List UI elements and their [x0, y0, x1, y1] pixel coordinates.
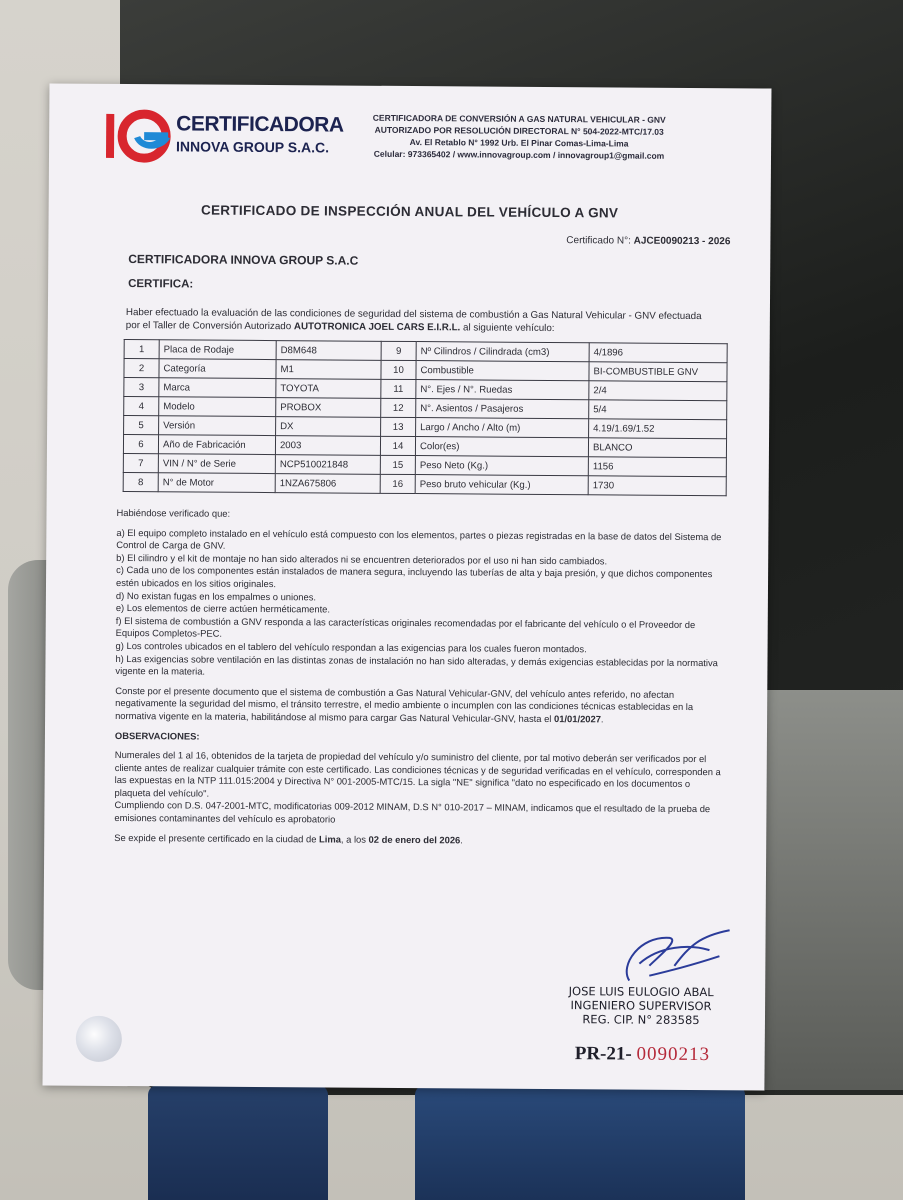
observacion-text: Cumpliendo con D.S. 047-2001-MTC, modificatorias 009-2012 MINAM, D.S N° 010-2017 – MINAM, indicamos que el resultado de la prueba de emisiones contaminantes del vehículo es aprobatorio [114, 799, 711, 825]
signature-block [541, 984, 741, 1027]
field-label: Color(es) [415, 437, 588, 457]
header-line: Celular: 973365402 / www.innovagroup.com / innovagroup1@gmail.com [373, 148, 665, 161]
field-label: N°. Ejes / N°. Ruedas [416, 380, 589, 400]
verified-item: g) Los controles ubicados en el tablero del vehículo respondan a las exigencias para los cuales fueron montados. [115, 639, 587, 655]
field-label: Año de Fabricación [158, 435, 275, 455]
validity-date: 01/01/2027 [553, 712, 601, 725]
logo-text-line1: CERTIFICADORA [176, 112, 344, 137]
field-label: Modelo [159, 397, 276, 417]
field-label: Largo / Ancho / Alto (m) [416, 418, 589, 438]
issued-mid: , a los [340, 833, 369, 845]
issued-city: Lima [319, 833, 341, 845]
field-label: Peso bruto vehicular (Kg.) [415, 475, 588, 495]
signer-registration: REG. CIP. N° 283585 [582, 1012, 700, 1028]
issued-end: . [460, 834, 463, 846]
form-code [575, 1043, 710, 1066]
field-label: Placa de Rodaje [159, 340, 276, 360]
field-label: Versión [159, 416, 276, 436]
field-number: 5 [124, 416, 159, 435]
verified-item: a) El equipo completo instalado en el vehículo está compuesto con los elementos, partes o piezas registradas en la base de datos del Sistema de Control de Carga de GNV. [116, 526, 722, 551]
field-number: 13 [381, 417, 416, 436]
field-number: 3 [124, 378, 159, 397]
certificate-number-label: Certificado N°: [566, 235, 631, 247]
header-line: AUTORIZADO POR RESOLUCIÓN DIRECTORAL N° 504-2022-MTC/17.03 [374, 124, 664, 137]
field-number: 11 [381, 379, 416, 398]
header-line: Av. El Retablo N° 1992 Urb. El Pinar Comas-Lima-Lima [409, 137, 629, 149]
company-logo [104, 108, 344, 165]
header-line: CERTIFICADORA DE CONVERSIÓN A GAS NATURAL VEHICULAR - GNV [372, 112, 666, 125]
field-value: NCP510021848 [275, 455, 380, 475]
form-code-prefix: PR-21- [574, 1043, 632, 1065]
certificate-body [114, 507, 726, 849]
ig-logo-icon [104, 108, 174, 164]
field-number: 8 [123, 473, 158, 492]
intro-text-end: al siguiente vehículo: [460, 322, 555, 335]
verified-item: f) El sistema de combustión a GNV responda a las características originales recomendadas por el fabricante del vehículo o el Proveedor de Equipos Completos-PEC. [115, 614, 696, 640]
field-number: 1 [124, 340, 159, 359]
field-value: 2003 [275, 436, 380, 456]
certifica-heading: CERTIFICA: [128, 278, 194, 291]
conste-end: . [600, 713, 604, 725]
certificate-document [43, 83, 772, 1090]
field-value: 2/4 [589, 381, 727, 401]
field-label: VIN / N° de Serie [158, 454, 275, 474]
field-number: 15 [380, 455, 415, 474]
certificate-number-value: AJCE0090213 - 2026 [633, 235, 731, 248]
handwritten-signature [579, 925, 739, 986]
vehicle-data-table [123, 339, 728, 496]
field-value: 1156 [588, 457, 726, 477]
verified-item: h) Las exigencias sobre ventilación en las distintas zonas de instalación no han sido alteradas, y demás exigencias establecidas por la normativa vigente en la materia. [115, 652, 718, 677]
organization-name: CERTIFICADORA INNOVA GROUP S.A.C [128, 252, 359, 268]
field-label: N° de Motor [158, 473, 275, 493]
field-label: Peso Neto (Kg.) [415, 456, 588, 476]
left-leg [148, 1085, 328, 1200]
field-value: DX [276, 417, 381, 437]
field-label: Categoría [159, 359, 276, 379]
observacion-text: Numerales del 1 al 16, obtenidos de la tarjeta de propiedad del vehículo y/o suministro del cliente, por tal motivo deberán ser verificados por el cliente antes de realizar cualquier trámite con este certificado. Las condiciones técnicas y de seguridad verificadas en el vehículo, corresponden a las expuestas en la NTP 111.015:2004 y Directiva N° 001-2005-MTC/15. La sigla "NE" significa "dato no especificado en los documentos o plaqueta del vehículo". [114, 749, 721, 799]
field-value: 4.19/1.69/1.52 [589, 419, 727, 439]
document-title: CERTIFICADO DE INSPECCIÓN ANUAL DEL VEHÍCULO A GNV [200, 202, 619, 221]
field-number: 9 [381, 341, 416, 360]
field-value: BI-COMBUSTIBLE GNV [589, 362, 727, 382]
field-number: 4 [124, 397, 159, 416]
field-value: BLANCO [588, 438, 726, 458]
field-label: N°. Asientos / Pasajeros [416, 399, 589, 419]
field-value: D8M648 [276, 341, 381, 361]
field-value: 1NZA675806 [275, 474, 380, 494]
field-value: 1730 [588, 476, 726, 496]
field-label: Marca [159, 378, 276, 398]
field-value: PROBOX [276, 398, 381, 418]
field-number: 14 [380, 436, 415, 455]
issued-text: Se expide el presente certificado en la ciudad de [114, 831, 320, 845]
verified-item: c) Cada uno de los componentes están instalados de manera segura, incluyendo las tuberías de alta y baja presión, y que dichos componentes estén ubicados en los sitios originales. [115, 564, 713, 590]
company-header-info [349, 112, 689, 162]
verified-item: e) Los elementos de cierre actúen herméticamente. [115, 602, 331, 615]
field-number: 12 [381, 398, 416, 417]
field-label: Combustible [416, 361, 589, 381]
form-code-number: 0090213 [636, 1043, 711, 1066]
signer-name: JOSE LUIS EULOGIO ABAL [568, 984, 714, 1000]
intro-paragraph [126, 306, 716, 336]
field-value: M1 [276, 360, 381, 380]
field-value: TOYOTA [276, 379, 381, 399]
conste-paragraph [115, 685, 725, 727]
logo-text-line2: INNOVA GROUP S.A.C. [176, 138, 330, 156]
right-leg [415, 1085, 745, 1200]
field-label: Nº Cilindros / Cilindrada (cm3) [416, 342, 589, 362]
conste-text: Conste por el presente documento que el sistema de combustión a Gas Natural Vehicular-GNV, del vehículo antes referido, no afectan negativamente la seguridad del mismo, el tránsito terrestre, el medio ambiente o incumplen con las condiciones técnicas establecidas en la normativa vigente en la materia, habilitándose al mismo para cargar Gas Natural Vehicular-GNV, hasta el [115, 684, 694, 724]
glass-reflection [765, 690, 903, 1090]
signer-role: INGENIERO SUPERVISOR [570, 998, 712, 1014]
verified-item: d) No existan fugas en los empalmes o uniones. [115, 589, 317, 602]
intro-text: Haber efectuado la evaluación de las condiciones de seguridad del sistema de combustión a Gas Natural Vehicular - GNV efectuada por el Taller de Conversión Autorizado [125, 307, 702, 333]
verified-heading: Habiéndose verificado que: [116, 506, 231, 519]
field-number: 6 [123, 435, 158, 454]
field-number: 7 [123, 454, 158, 473]
field-value: 4/1896 [589, 343, 727, 363]
certificate-number [566, 235, 730, 247]
workshop-name: AUTOTRONICA JOEL CARS E.I.R.L. [293, 321, 461, 334]
field-value: 5/4 [589, 400, 727, 420]
verified-item: b) El cilindro y el kit de montaje no han sido alterados ni se encuentren deteriorados por el uso ni han sido cambiados. [116, 551, 608, 567]
field-number: 16 [380, 474, 415, 493]
hologram-seal [76, 1016, 122, 1062]
field-number: 2 [124, 359, 159, 378]
observaciones-heading: OBSERVACIONES: [114, 729, 200, 742]
table-row [123, 473, 726, 496]
issued-date: 02 de enero del 2026 [368, 833, 461, 846]
field-number: 10 [381, 360, 416, 379]
